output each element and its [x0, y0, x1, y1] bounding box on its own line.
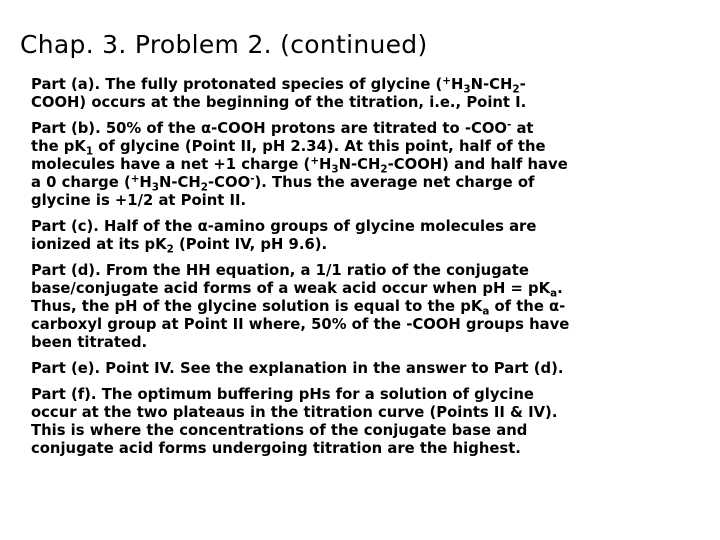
paragraph-part-f	[31, 386, 691, 458]
slide-body	[31, 76, 691, 466]
text-line: This is where the concentrations of the conjugate base and	[31, 422, 528, 439]
text-line: been titrated.	[31, 334, 148, 351]
text-line: carboxyl group at Point II where, 50% of the -COOH groups have	[31, 316, 570, 333]
text-line: conjugate acid forms undergoing titration are the highest.	[31, 440, 521, 457]
text-line: Part (a). The fully protonated species of glycine ($^+H_3N-CH_2-$	[31, 74, 526, 96]
text-line: Part (d). From the HH equation, a 1/1 ratio of the conjugate	[31, 262, 529, 279]
text-line: the $pK_1$ of glycine (Point II, pH 2.34). At this point, half of the	[31, 138, 546, 158]
paragraph-part-b	[31, 120, 691, 210]
text-line: base/conjugate acid forms of a weak acid occur when pH = $pK_a$.	[31, 280, 563, 300]
paragraph-part-d	[31, 262, 691, 352]
paragraph-part-c	[31, 218, 691, 254]
text-line: Part (f). The optimum buffering pHs for a solution of glycine	[31, 386, 534, 403]
slide-title: Chap. 3. Problem 2. (continued)	[20, 30, 428, 59]
paragraph-part-a	[31, 76, 691, 112]
text-line: Part (c). Half of the α-amino groups of glycine molecules are	[31, 218, 537, 235]
text-line: COOH) occurs at the beginning of the titration, i.e., Point I.	[31, 94, 527, 111]
text-line: Part (e). Point IV. See the explanation in the answer to Part (d).	[31, 360, 564, 377]
text-line: ionized at its $pK_2$ (Point IV, pH 9.6).	[31, 236, 328, 256]
text-line: a 0 charge $(^+H_3N-CH_2-COO^-)$. Thus the average net charge of	[31, 172, 535, 194]
text-line: occur at the two plateaus in the titration curve (Points II & IV).	[31, 404, 558, 421]
text-line: glycine is +1/2 at Point II.	[31, 192, 247, 209]
text-line: Thus, the pH of the glycine solution is equal to the $pK_a$ of the α-	[31, 298, 566, 318]
paragraph-part-e	[31, 360, 691, 378]
text-line: Part (b). 50% of the α-COOH protons are titrated to -COO- at	[31, 118, 534, 137]
text-line: molecules have a net +1 charge $(^+H_3N-CH_2-COOH)$ and half have	[31, 154, 568, 176]
